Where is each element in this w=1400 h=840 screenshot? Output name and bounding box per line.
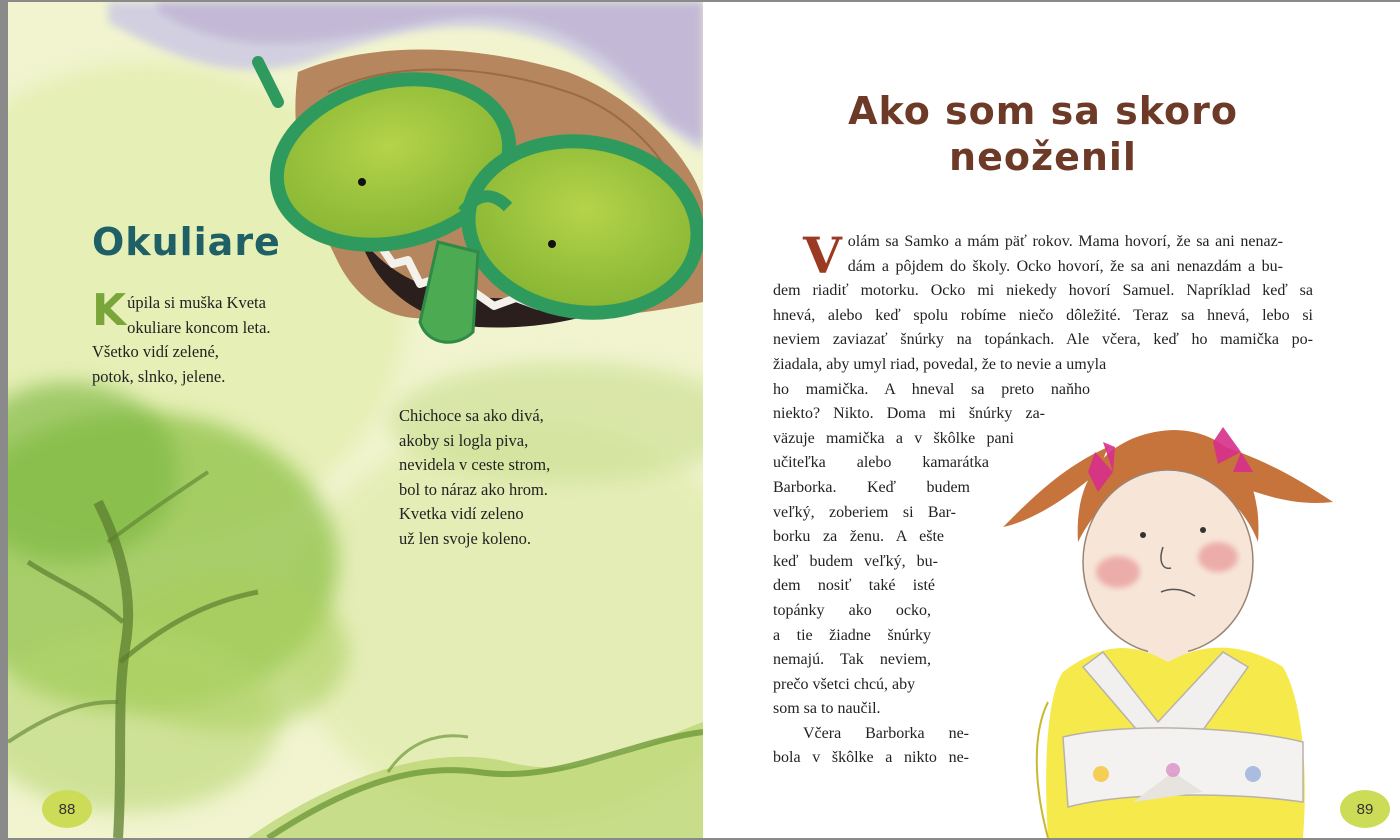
poem-line: Kvetka vidí zeleno xyxy=(399,504,524,524)
poem-line: už len svoje koleno. xyxy=(399,528,531,548)
glasses-and-tree-illustration xyxy=(8,2,703,838)
book-spread xyxy=(8,2,1400,838)
story-line: Barborka. Keď budem xyxy=(773,478,970,496)
story-title xyxy=(823,88,1263,180)
story-line: som sa to naučil. xyxy=(773,700,881,718)
story-line: hnevá, alebo keď spolu robíme niečo dôležité. Teraz sa hnevá, lebo si xyxy=(773,306,1313,324)
story-line: keď budem veľký, bu- xyxy=(773,552,938,570)
story-line: väzuje mamička a v škôlke pani xyxy=(773,429,1014,447)
poem-stanza-1 xyxy=(92,285,271,389)
poem-stanza-2 xyxy=(399,404,550,552)
story-line: nemajú. Tak neviem, xyxy=(773,651,931,669)
story-line: bola v škôlke a nikto ne- xyxy=(773,749,969,767)
poem-line: potok, slnko, jelene. xyxy=(92,366,226,386)
story-line: borku za ženu. A ešte xyxy=(773,528,944,546)
right-page xyxy=(703,2,1400,838)
poem-line: Chichoce sa ako divá, xyxy=(399,406,544,425)
story-line: veľký, zoberiem si Bar- xyxy=(773,503,956,521)
story-line: dem nosiť také isté xyxy=(773,577,935,595)
story-line: olám sa Samko a mám päť rokov. Mama hovorí, že sa ani nenaz- xyxy=(847,233,1283,250)
poem-line: nevidela v ceste strom, xyxy=(399,455,551,475)
story-text xyxy=(773,226,1313,771)
drop-cap: V xyxy=(803,226,842,285)
story-line: neviem zaviazať šnúrky na topánkach. Ale včera, keď ho mamička po- xyxy=(773,331,1313,349)
story-line: prečo všetci chcú, aby xyxy=(773,675,916,693)
story-line: dám a pôjdem do školy. Ocko hovorí, že sa ani nenazdám a bu- xyxy=(847,257,1283,275)
story-line: žiadala, aby umyl riad, povedal, že to nevie a umyla xyxy=(773,355,1107,373)
poem-title: Okuliare xyxy=(92,220,281,264)
page-number: 89 xyxy=(1340,790,1390,828)
story-line: učiteľka alebo kamarátka xyxy=(773,454,989,472)
poem-line: úpila si muška Kveta xyxy=(127,293,266,312)
story-line: ho mamička. A hneval sa preto naňho xyxy=(773,380,1090,398)
poem-line: Všetko vidí zelené, xyxy=(92,342,219,362)
story-title-line-1: Ako som sa skoro xyxy=(848,89,1238,133)
drop-cap: K xyxy=(92,285,127,336)
story-line: niekto? Nikto. Doma mi šnúrky za- xyxy=(773,405,1045,423)
story-line: a tie žiadne šnúrky xyxy=(773,626,931,644)
poem-line: okuliare koncom leta. xyxy=(127,317,271,337)
story-line: Včera Barborka ne- xyxy=(803,724,969,742)
poem-line: bol to náraz ako hrom. xyxy=(399,479,548,499)
story-line: topánky ako ocko, xyxy=(773,601,931,619)
left-page xyxy=(8,2,703,838)
page-number: 88 xyxy=(42,790,92,828)
story-line: dem riadiť motorku. Ocko mi niekedy hovorí Samuel. Napríklad keď sa xyxy=(773,282,1313,300)
poem-line: akoby si logla piva, xyxy=(399,430,529,450)
story-title-line-2: neoženil xyxy=(949,135,1137,179)
